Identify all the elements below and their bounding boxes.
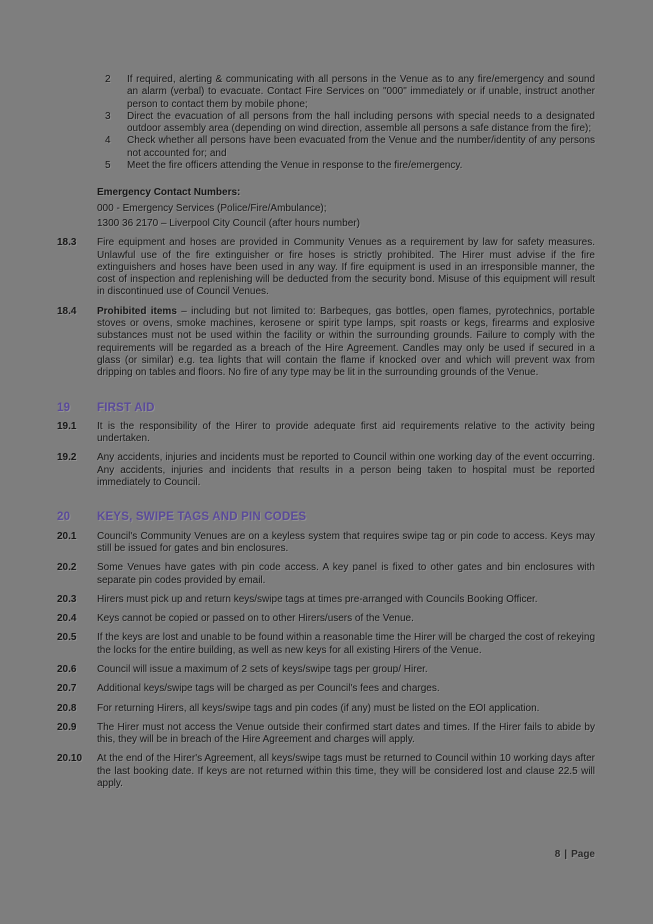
- clause-number: 20.1: [57, 530, 77, 542]
- clause-number: 20.3: [57, 593, 77, 605]
- clause-text: Keys cannot be copied or passed on to other Hirers/users of the Venue.: [97, 613, 414, 625]
- clause-number: 19.1: [57, 420, 77, 432]
- clause-number: 20.7: [57, 683, 77, 695]
- clause-number: 20.8: [57, 702, 77, 714]
- clause-number: 18.4: [57, 305, 77, 317]
- clause-18-3: [57, 237, 595, 298]
- clause-20-6: [57, 664, 595, 676]
- footer-label: Page: [571, 849, 595, 860]
- clause-number: 20.5: [57, 632, 77, 644]
- emergency-contact-line: 000 - Emergency Services (Police/Fire/Ambulance);: [97, 202, 327, 214]
- list-item-number: 4: [105, 135, 111, 147]
- clause-lead: Prohibited items: [97, 305, 177, 317]
- footer-separator: |: [564, 849, 568, 860]
- list-item-number: 2: [105, 74, 111, 85]
- clause-20-4: [57, 613, 595, 625]
- clause-19-2: [57, 452, 595, 489]
- list-item-text: Meet the fire officers attending the Venue in response to the fire/emergency.: [127, 160, 463, 172]
- list-item-text: If required, alerting & communicating with all persons in the Venue as to any fire/emergency and sound an alarm (verbal) to evacuate. Contact Fire Services on "000" immediately or if unable, instruct another person to contact them by mobile phone;: [127, 74, 595, 110]
- page-footer: [555, 849, 595, 860]
- section-number: 20: [57, 511, 71, 524]
- clause-20-5: [57, 632, 595, 657]
- emergency-contact-line: 1300 36 2170 – Liverpool City Council (after hours number): [97, 217, 360, 229]
- clause-number: 20.2: [57, 562, 77, 574]
- clause-text: The Hirer must not access the Venue outside their confirmed start dates and times. If the Hirer fails to abide by this, they will be in breach of the Hire Agreement and charges will apply.: [97, 721, 595, 746]
- clause-body: – including but not limited to: Barbeques, gas bottles, open flames, pyrotechnics, portable stoves or ovens, smoke machines, kerosene or spirit type lamps, spit roasts or kegs, firearms and explosive substances must not be used within the facility or within the surrounding grounds. Failure to comply with the requirements will be regarded as a breach of the Hire Agreement. Candles may only be used if secured in a glass (or similar) e.g. tea lights that will contain the flame if knocked over and which will prevent wax from dripping on tables and floors. No fire of any type may be lit in the surrounding grounds of the Venue.: [97, 305, 595, 379]
- list-item: [57, 135, 595, 160]
- clause-19-1: [57, 421, 595, 446]
- clause-20-3: [57, 594, 595, 606]
- section-title: FIRST AID: [97, 401, 155, 414]
- list-item-text: Direct the evacuation of all persons from the hall including persons with special needs to a designated outdoor assembly area (depending on wind direction, assemble all persons a safe distance from the fire);: [127, 110, 595, 135]
- clause-number: 20.9: [57, 721, 77, 733]
- clause-20-2: [57, 562, 595, 587]
- section-title: KEYS, SWIPE TAGS AND PIN CODES: [97, 511, 307, 524]
- list-item: [57, 74, 595, 111]
- clause-text: Some Venues have gates with pin code access. A key panel is fixed to other gates and bin enclosures with separate pin codes provided by email.: [97, 562, 595, 586]
- section-heading-first-aid: [57, 402, 595, 414]
- clause-20-7: [57, 683, 595, 695]
- list-item: [57, 111, 595, 136]
- clause-number: 18.3: [57, 237, 77, 249]
- list-item-text: Check whether all persons have been evacuated from the Venue and the number/identity of any persons not accounted for; and: [127, 135, 595, 159]
- clause-text: Council will issue a maximum of 2 sets of keys/swipe tags per group/ Hirer.: [97, 663, 428, 675]
- list-item-number: 3: [105, 110, 111, 122]
- emergency-contacts-heading: Emergency Contact Numbers:: [97, 187, 241, 199]
- clause-text: If the keys are lost and unable to be found within a reasonable time the Hirer will be charged the cost of rekeying the locks for the entire building, as well as new keys for all existing Hirers of the Venue.: [97, 632, 595, 656]
- clause-number: 19.2: [57, 452, 77, 464]
- section-heading-keys: [57, 511, 595, 523]
- clause-text: [97, 306, 595, 380]
- clause-20-9: [57, 722, 595, 747]
- clause-text: It is the responsibility of the Hirer to provide adequate first aid requirements relative to the activity being undertaken.: [97, 420, 595, 445]
- clause-text: Any accidents, injuries and incidents must be reported to Council within one working day of the event occurring. Any accidents, injuries and incidents that results in a person being taken to hospital must be reported immediately to Council.: [97, 452, 595, 489]
- clause-text: Additional keys/swipe tags will be charged as per Council's fees and charges.: [97, 683, 440, 695]
- clause-20-8: [57, 703, 595, 715]
- clause-text: Hirers must pick up and return keys/swipe tags at times pre-arranged with Councils Booking Officer.: [97, 593, 538, 605]
- clause-text: At the end of the Hirer's Agreement, all keys/swipe tags must be returned to Council within 10 working days after the last booking date. If keys are not returned within this time, they will be considered lost and clause 22.5 will apply.: [97, 753, 595, 790]
- list-item: [57, 160, 595, 172]
- clause-number: 20.6: [57, 663, 77, 675]
- clause-20-10: [57, 753, 595, 790]
- clause-20-1: [57, 531, 595, 556]
- clause-number: 20.10: [57, 753, 83, 765]
- section-number: 19: [57, 401, 71, 414]
- list-item-number: 5: [105, 160, 111, 172]
- clause-text: Council's Community Venues are on a keyless system that requires swipe tag or pin code to access. Keys may still be issued for gates and bin enclosures.: [97, 530, 595, 554]
- clause-text: Fire equipment and hoses are provided in Community Venues as a requirement by law for safety measures. Unlawful use of the fire extinguisher or fire hoses is strictly prohibited. The Hirer must advise if the fire extinguishers and hoses have been used in any way. If fire equipment is used in an irresponsible manner, the cost of inspection and replenishing will be deducted from the security bond. Misuse of this equipment will result in discontinued use of Council Venues.: [97, 237, 595, 298]
- page-number: 8: [554, 849, 561, 860]
- clause-18-4: [57, 306, 595, 380]
- clause-text: For returning Hirers, all keys/swipe tags and pin codes (if any) must be listed on the EOI application.: [97, 702, 540, 714]
- clause-number: 20.4: [57, 613, 77, 625]
